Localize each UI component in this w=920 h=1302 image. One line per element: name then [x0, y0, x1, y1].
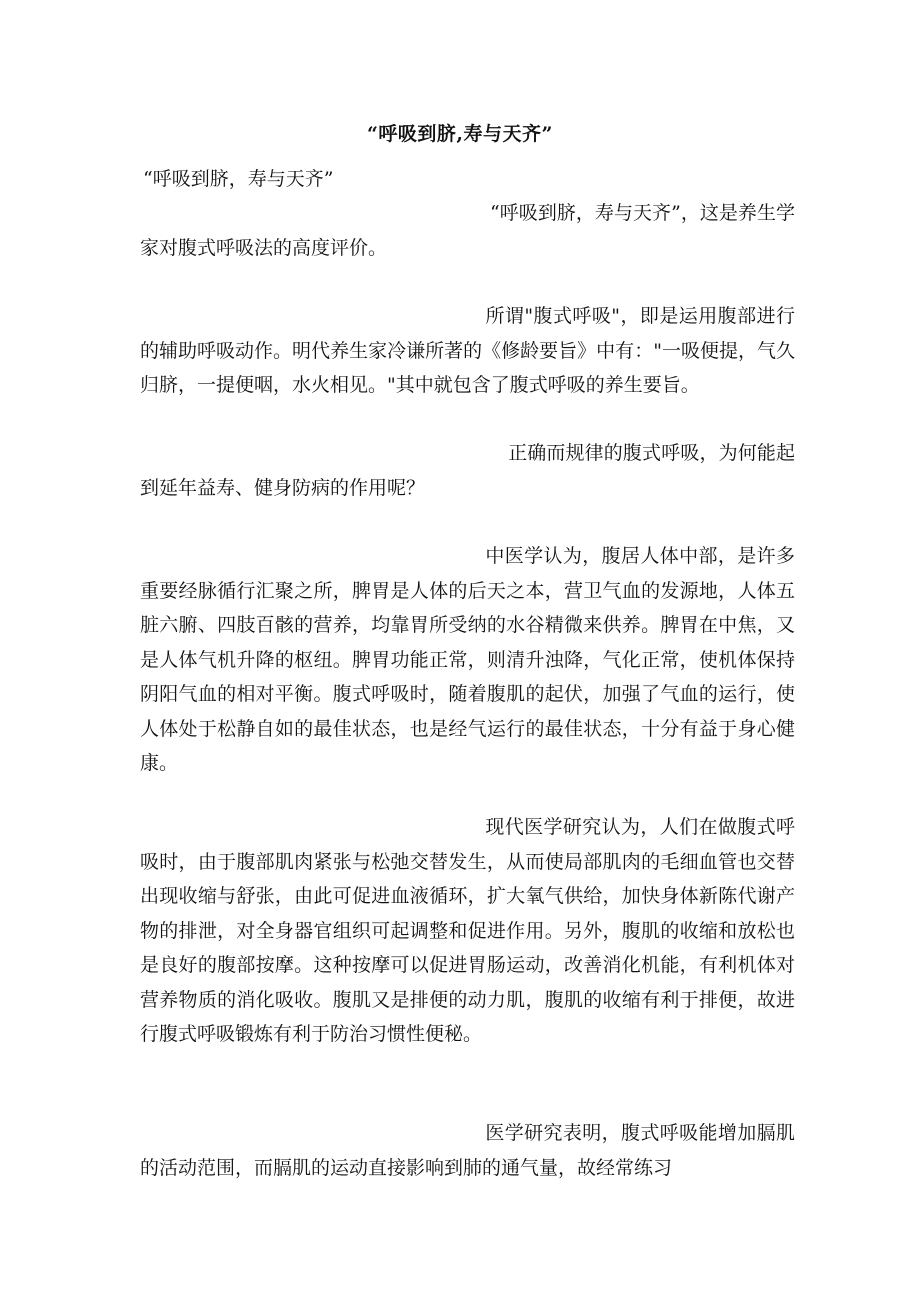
paragraph-3 — [140, 436, 795, 505]
paragraph-text: 现代医学研究认为，人们在做腹式呼吸时，由于腹部肌肉紧张与松弛交替发生，从而使局部肌肉的毛细血管也交替出现收缩与舒张，由此可促进血液循环，扩大氧气供给，加快身体新陈代谢产物的排泄，对全身器官组织可起调整和促进作用。另外，腹肌的收缩和放松也是良好的腹部按摩。这种按摩可以促进胃肠运动，改善消化机能，有利机体对营养物质的消化吸收。腹肌又是排便的动力肌，腹肌的收缩有利于排便，故进行腹式呼吸锻炼有利于防治习惯性便秘。 — [140, 816, 795, 1045]
paragraph-text: 正确而规律的腹式呼吸，为何能起到延年益寿、健身防病的作用呢？ — [140, 442, 795, 499]
paragraph-text: 所谓"腹式呼吸"，即是运用腹部进行的辅助呼吸动作。明代养生家冷谦所著的《修龄要旨》中有："一吸便提，气久归脐，一提便咽，水火相见。"其中就包含了腹式呼吸的养生要旨。 — [140, 305, 795, 396]
paragraph-text: “呼吸到脐，寿与天齐”，这是养生学家对腹式呼吸法的高度评价。 — [140, 202, 795, 259]
document-title: “呼吸到脐,寿与天齐” — [367, 123, 553, 145]
paragraph-text: 中医学认为，腹居人体中部，是许多重要经脉循行汇聚之所，脾胃是人体的后天之本，营卫气血的发源地，人体五脏六腑、四肢百骸的营养，均靠胃所受纳的水谷精微来供养。脾胃在中焦，又是人体气机升降的枢纽。脾胃功能正常，则清升浊降，气化正常，使机体保持阴阳气血的相对平衡。腹式呼吸时，随着腹肌的起伏，加强了气血的运行，使人体处于松静自如的最佳状态，也是经气运行的最佳状态，十分有益于身心健康。 — [140, 545, 795, 774]
paragraph-5 — [140, 810, 795, 1052]
paragraph-6 — [140, 1116, 795, 1185]
paragraph-1 — [140, 196, 795, 265]
paragraph-2 — [140, 299, 795, 403]
document-subtitle: “呼吸到脐，寿与天齐” — [143, 168, 334, 190]
paragraph-4 — [140, 539, 795, 781]
paragraph-text: 医学研究表明，腹式呼吸能增加膈肌的活动范围，而膈肌的运动直接影响到肺的通气量，故经常练习 — [140, 1122, 795, 1179]
